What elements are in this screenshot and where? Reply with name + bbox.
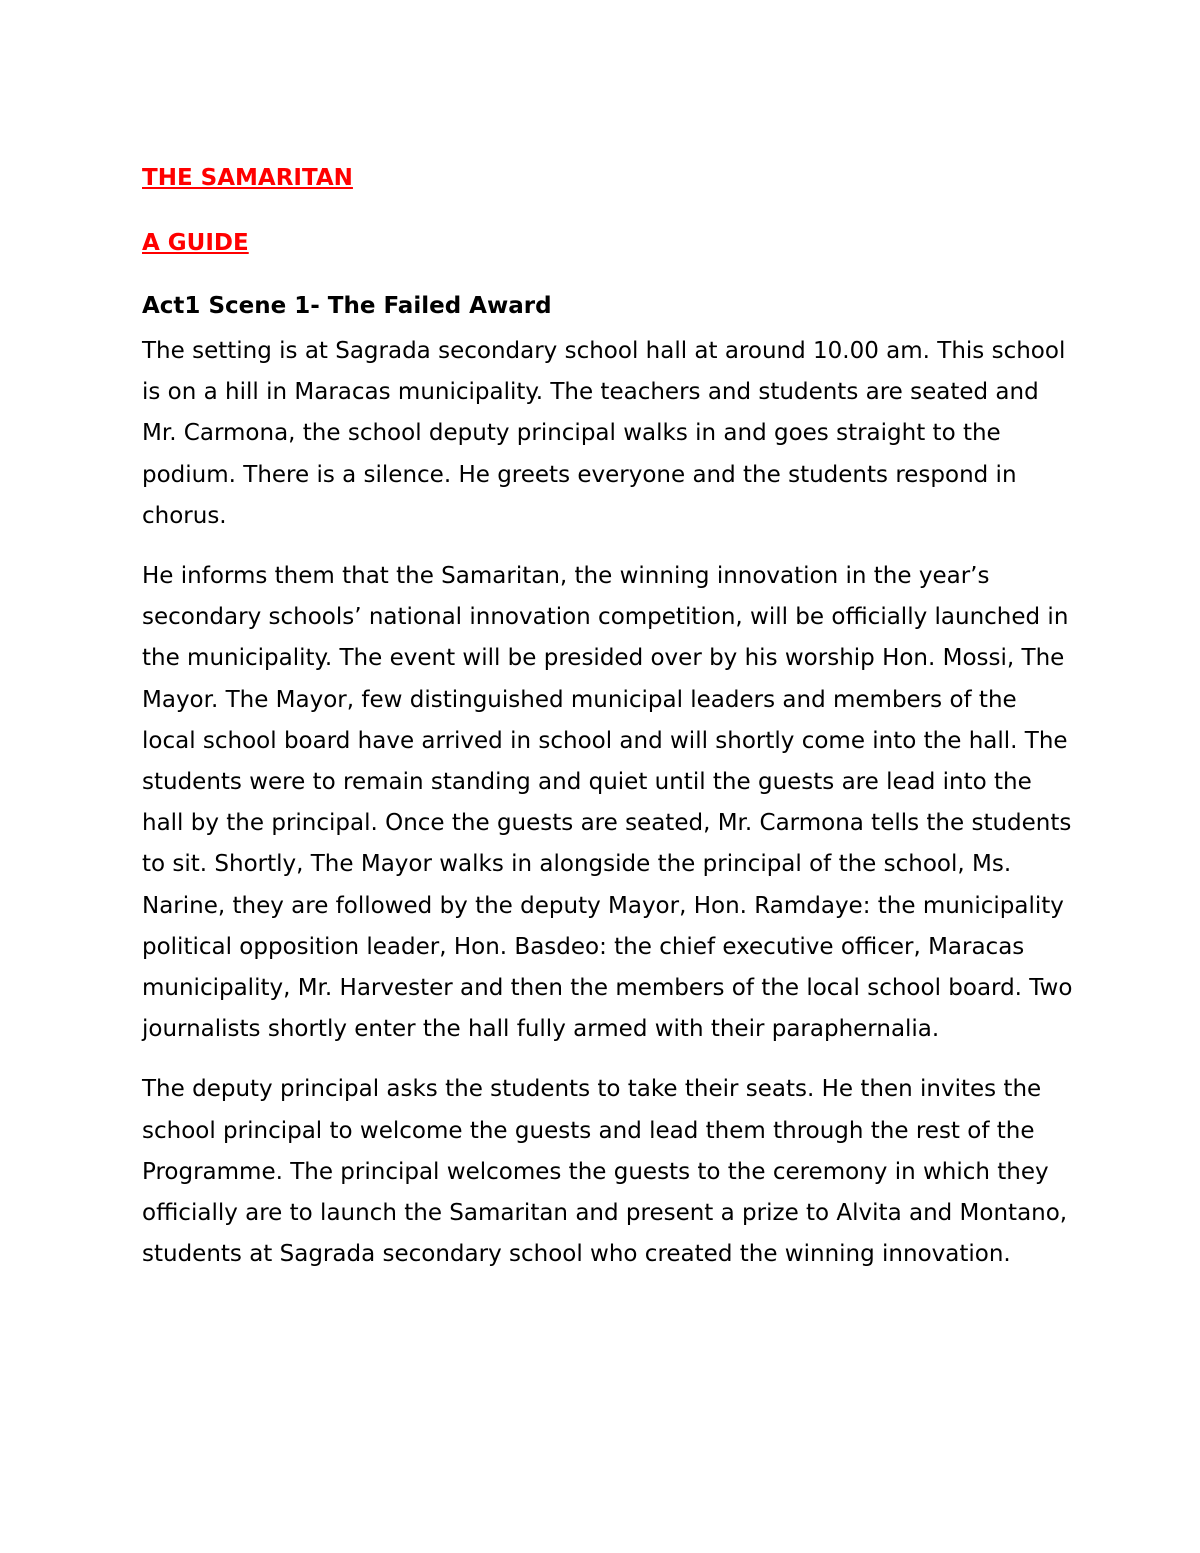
document-title: THE SAMARITAN [142,165,353,191]
paragraph-announcement: He informs them that the Samaritan, the winning innovation in the year’s secondary schools’ national innovation competition, will be officially launched in the municipality. The event will be presided over by his worship Hon. Mossi, The Mayor. The Mayor, few distinguished municipal leaders and members of the local school board have arrived in school and will shortly come into the hall. The students were to remain standing and quiet until the guests are lead into the hall by the principal. Once the guests are seated, Mr. Carmona tells the students to sit. Shortly, The Mayor walks in alongside the principal of the school, Ms. Narine, they are followed by the deputy Mayor, Hon. Ramdaye: the municipality political opposition leader, Hon. Basdeo: the chief executive officer, Maracas municipality, Mr. Harvester and then the members of the local school board. Two journalists shortly enter the hall fully armed with their paraphernalia. [142,563,1073,1043]
paragraph-welcome: The deputy principal asks the students to take their seats. He then invites the school principal to welcome the guests and lead them through the rest of the Programme. The principal welcomes the guests to the ceremony in which they officially are to launch the Samaritan and present a prize to Alvita and Montano, students at Sagrada secondary school who created the winning innovation. [142,1076,1068,1268]
document-subtitle: A GUIDE [142,230,249,256]
paragraph-setting: The setting is at Sagrada secondary school hall at around 10.00 am. This school is on a hill in Maracas municipality. The teachers and students are seated and Mr. Carmona, the school deputy principal walks in and goes straight to the podium. There is a silence. He greets everyone and the students respond in chorus. [142,338,1066,529]
scene-heading: Act1 Scene 1- The Failed Award [142,293,552,319]
document-body [142,162,1077,1294]
